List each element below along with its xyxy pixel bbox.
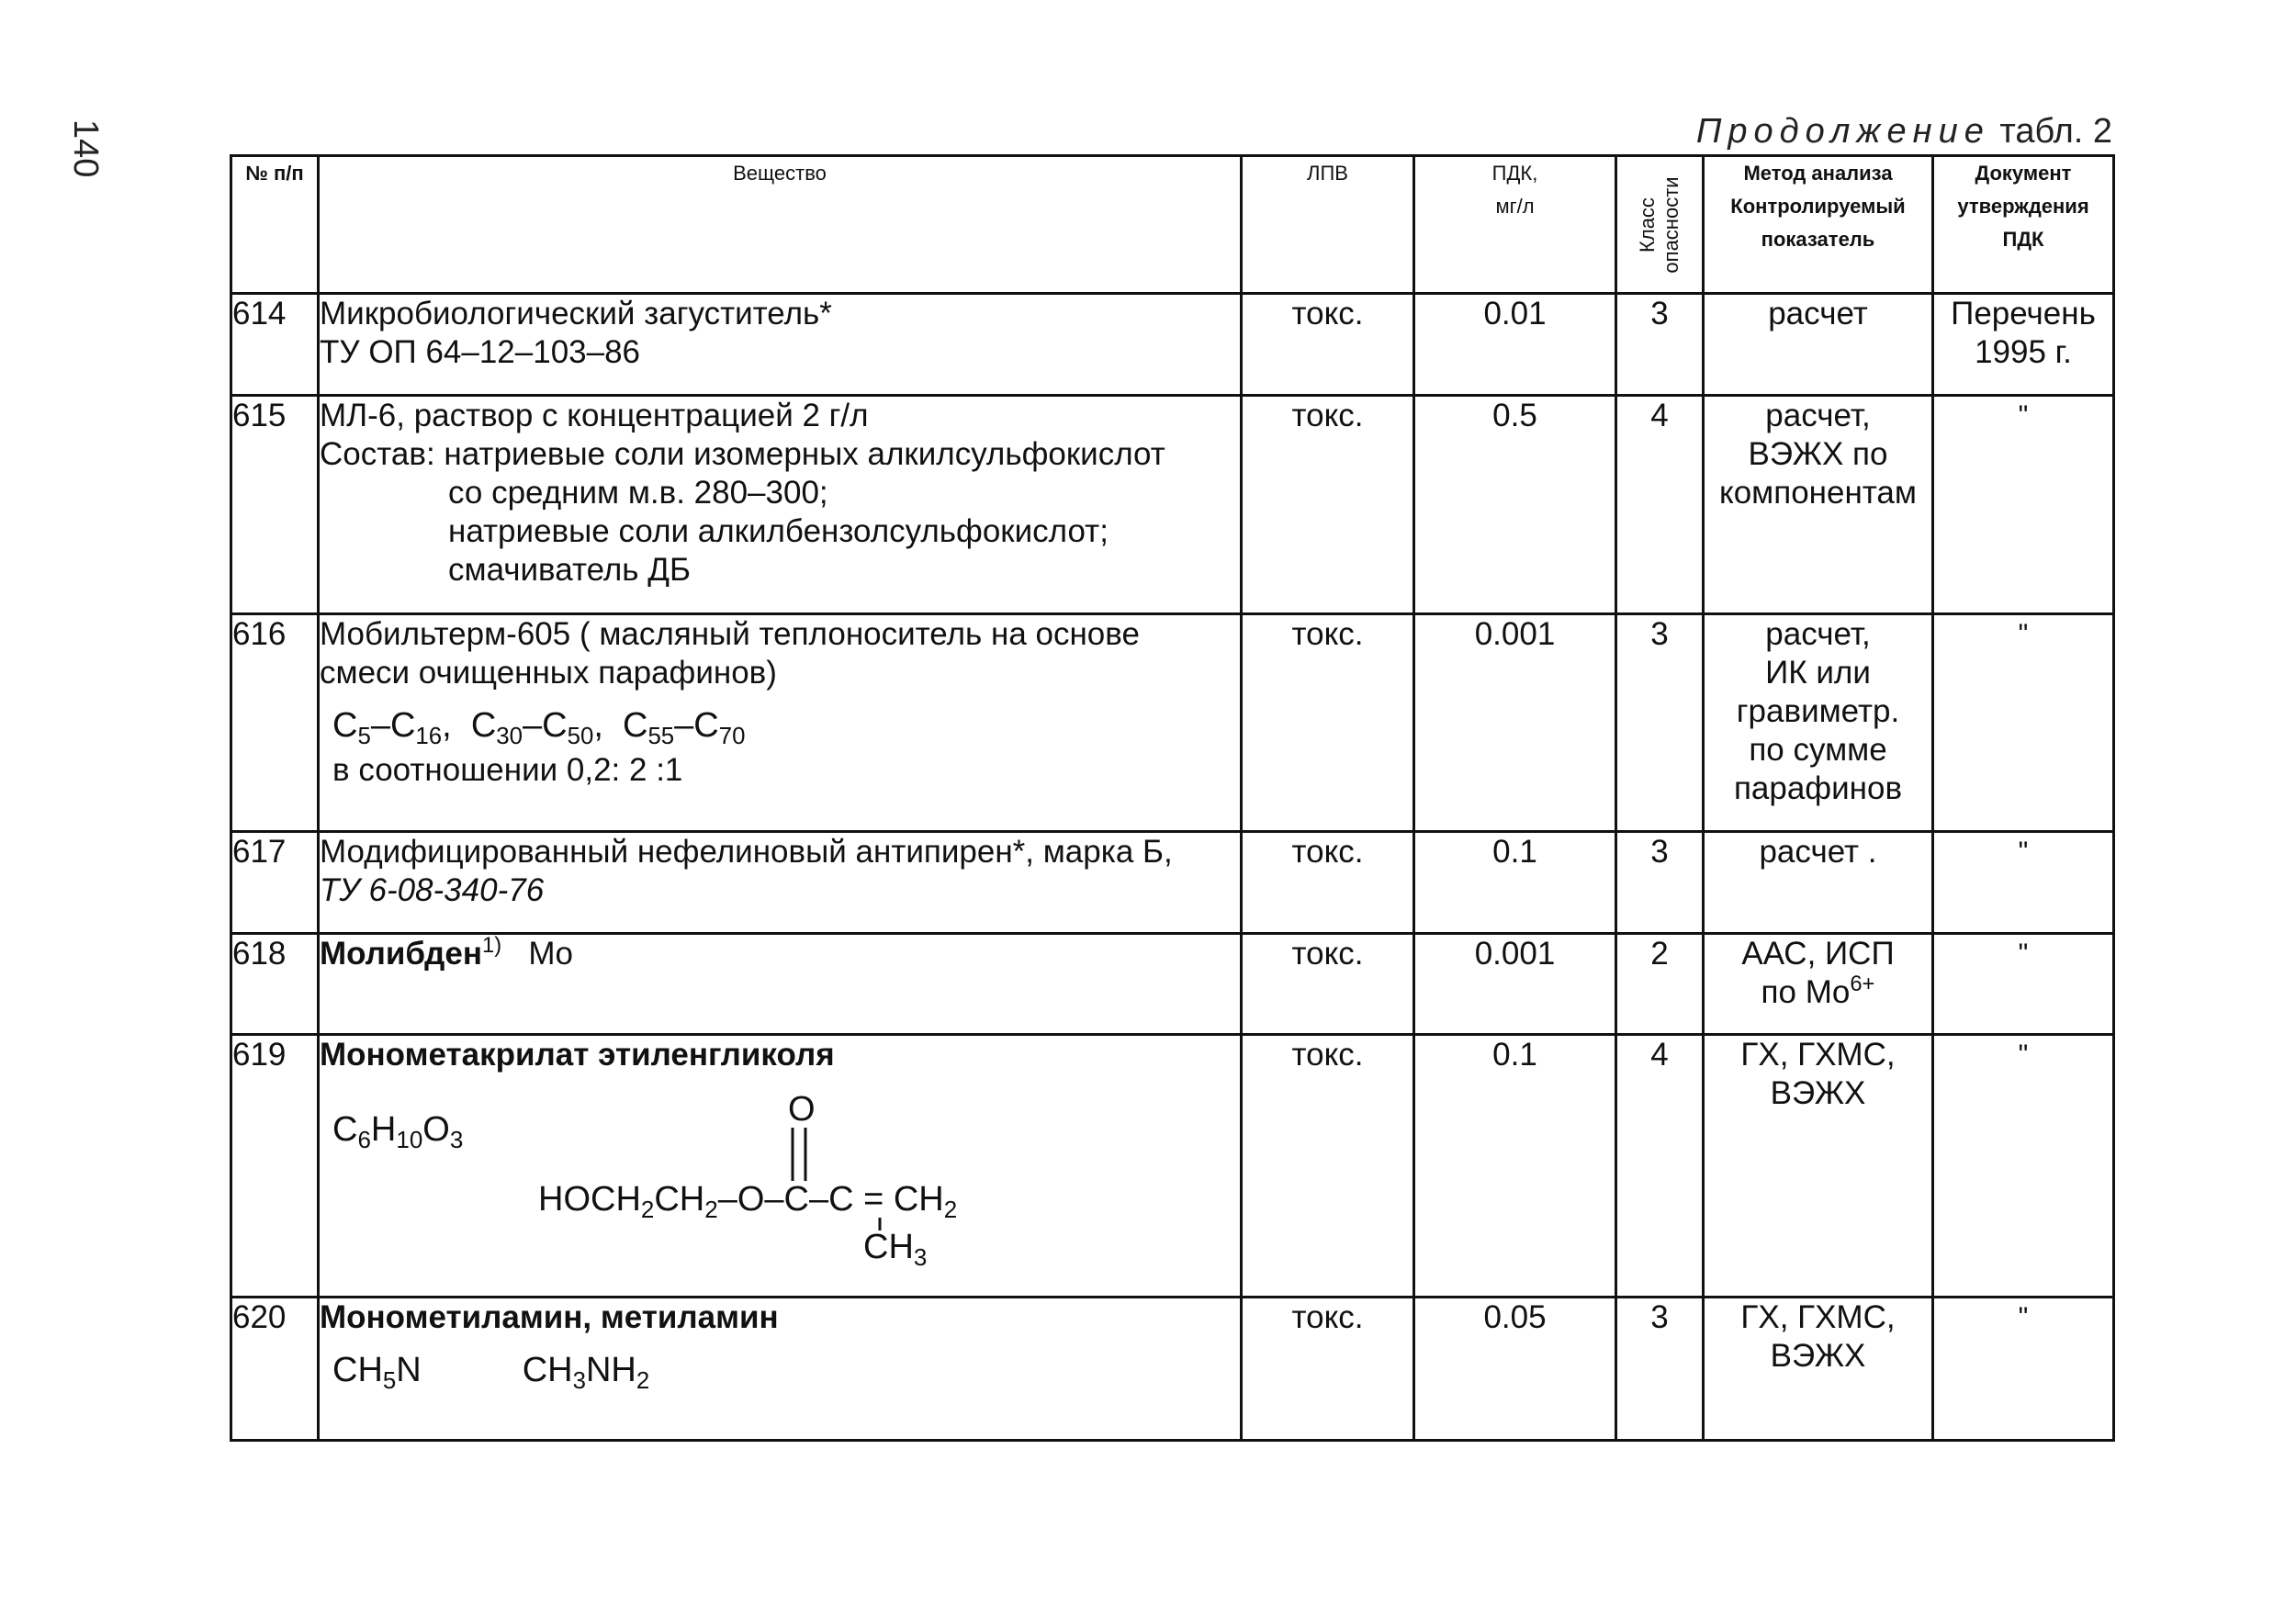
table-row (231, 1035, 2114, 1298)
header-pdk (1414, 156, 1616, 294)
header-doc-line1: Документ (1975, 162, 2072, 185)
substance-cell (319, 294, 1242, 396)
method-cell (1704, 934, 1933, 1035)
molecular-formula: $C_6H_{10}O_3$ (332, 1110, 464, 1153)
method-line: ВЭЖХ (1770, 1075, 1866, 1111)
method-line: ГХ, ГХМС, (1740, 1299, 1896, 1335)
structural-formula (320, 1084, 1240, 1267)
method-line: расчет, (1765, 398, 1871, 433)
substance-name: Модифицированный нефелиновый антипирен*, марка Б, (320, 834, 1173, 870)
ditto-mark: " (1933, 832, 2114, 934)
amine-formulas: $CH_5N$ $CH_3NH_2$ (332, 1351, 650, 1394)
hazard-cell: 3 (1616, 614, 1704, 832)
footnote-mark: 1) (481, 932, 502, 958)
ditto-mark: " (1933, 1298, 2114, 1441)
pdk-cell: 0.01 (1414, 294, 1616, 396)
hazard-cell: 2 (1616, 934, 1704, 1035)
method-line: ААС, ИСП (1741, 936, 1895, 972)
method-line: ГХ, ГХМС, (1740, 1037, 1896, 1073)
table-row (231, 294, 2114, 396)
substance-name-cont: смеси очищенных парафинов) (320, 655, 777, 691)
lpv-cell: токс. (1242, 294, 1414, 396)
header-pdk-line2: мг/л (1495, 195, 1535, 218)
element-symbol: Mo (528, 936, 573, 972)
table-row (231, 1298, 2114, 1441)
caption-continuation: Продолжение (1695, 112, 1990, 151)
substance-cell (319, 1035, 1242, 1298)
method-cell (1704, 614, 1933, 832)
lpv-cell: токс. (1242, 614, 1414, 832)
ditto-mark: " (1933, 1035, 2114, 1298)
method-cell: расчет . (1704, 832, 1933, 934)
header-lpv: ЛПВ (1242, 156, 1414, 294)
row-number: 614 (231, 294, 319, 396)
method-line: ВЭЖХ по (1748, 436, 1888, 472)
pdk-cell: 0.001 (1414, 614, 1616, 832)
header-method-line3: показатель (1761, 228, 1875, 251)
methyl-group: $CH_3$ (863, 1228, 928, 1267)
header-doc-line2: утверждения (1957, 195, 2089, 218)
table-row (231, 934, 2114, 1035)
header-num: № п/п (231, 156, 319, 294)
substance-name: Мобильтерм-605 ( масляный теплоноситель на основе (320, 616, 1140, 652)
lpv-cell: токс. (1242, 1298, 1414, 1441)
method-cell (1704, 1035, 1933, 1298)
method-line: гравиметр. (1736, 693, 1900, 729)
method-line (1705, 973, 1931, 1012)
header-method-line2: Контролируемый (1730, 195, 1906, 218)
ditto-mark: " (1933, 614, 2114, 832)
paraffin-fractions-formula: $C_5-C_{16}$, $C_{30}-C_{50}$, $C_{55}-C_{70}$ (332, 706, 746, 749)
pdk-cell: 0.001 (1414, 934, 1616, 1035)
row-number: 618 (231, 934, 319, 1035)
row-number: 620 (231, 1298, 319, 1441)
document-line1: Перечень (1951, 296, 2096, 331)
header-doc-line3: ПДК (2002, 228, 2044, 251)
composition-line: со средним м.в. 280–300; (448, 475, 828, 511)
substance-spec: ТУ 6-08-340-76 (320, 872, 545, 908)
table-row (231, 614, 2114, 832)
row-number: 617 (231, 832, 319, 934)
header-document (1933, 156, 2114, 294)
hazard-cell: 4 (1616, 396, 1704, 614)
document-cell (1933, 294, 2114, 396)
caption-table-ref: табл. 2 (1999, 112, 2112, 151)
substance-cell (319, 1298, 1242, 1441)
ditto-mark: " (1933, 396, 2114, 614)
composition-line: смачиватель ДБ (448, 552, 691, 588)
structure-chain: $HOCH_2CH_2-O-C-C = CH_2$ (538, 1180, 958, 1223)
substance-name: Микробиологический загуститель* (320, 296, 832, 331)
methacrylate-structure (320, 1084, 1054, 1267)
substance-cell (319, 934, 1242, 1035)
pdk-cell: 0.05 (1414, 1298, 1616, 1441)
substance-cell (319, 614, 1242, 832)
ditto-mark: " (1933, 934, 2114, 1035)
method-cell (1704, 1298, 1933, 1441)
method-cell (1704, 396, 1933, 614)
substance-cell (319, 832, 1242, 934)
hazard-cell: 3 (1616, 1298, 1704, 1441)
lpv-cell: токс. (1242, 1035, 1414, 1298)
method-line: ВЭЖХ (1770, 1338, 1866, 1374)
document-line2: 1995 г. (1975, 334, 2072, 370)
header-hazard-line1: Класс (1636, 197, 1659, 253)
method-line: ИК или (1765, 655, 1871, 691)
lpv-cell: токс. (1242, 934, 1414, 1035)
header-hazard-line2: опасности (1660, 175, 1683, 274)
hazard-cell: 4 (1616, 1035, 1704, 1298)
method-cell: расчет (1704, 294, 1933, 396)
method-text: по Mo (1761, 974, 1851, 1010)
header-hazard-class (1616, 156, 1704, 294)
substance-cell (319, 396, 1242, 614)
hazard-cell: 3 (1616, 294, 1704, 396)
substance-name: МЛ-6, раствор с концентрацией 2 г/л (320, 398, 869, 433)
row-number: 615 (231, 396, 319, 614)
pdk-cell: 0.1 (1414, 832, 1616, 934)
header-substance: Вещество (319, 156, 1242, 294)
substance-name: Монометиламин, метиламин (320, 1299, 779, 1335)
header-pdk-line1: ПДК, (1491, 162, 1538, 185)
hazard-cell: 3 (1616, 832, 1704, 934)
lpv-cell: токс. (1242, 396, 1414, 614)
pdk-cell: 0.5 (1414, 396, 1616, 614)
method-line: расчет, (1765, 616, 1871, 652)
lpv-cell: токс. (1242, 832, 1414, 934)
substance-name: Монометакрилат этиленгликоля (320, 1037, 835, 1073)
header-method-line1: Метод анализа (1743, 162, 1893, 185)
method-line: по сумме (1749, 732, 1887, 768)
row-number: 619 (231, 1035, 319, 1298)
page-number: 140 (66, 119, 105, 178)
ion-charge: 6+ (1850, 971, 1875, 996)
table-header-row (231, 156, 2114, 294)
header-method (1704, 156, 1933, 294)
composition-line: натриевые соли алкилбензолсульфокислот; (448, 513, 1109, 549)
method-line: компонентам (1719, 475, 1917, 511)
substance-name: Молибден (320, 936, 482, 972)
ratio-text: в соотношении 0,2: 2 :1 (332, 752, 683, 788)
substance-spec: ТУ ОП 64–12–103–86 (320, 334, 641, 370)
carbonyl-oxygen: O (788, 1090, 816, 1129)
substances-table (230, 154, 2115, 1442)
table-caption (1635, 108, 2112, 154)
table-row (231, 832, 2114, 934)
composition-line: Состав: натриевые соли изомерных алкилсульфокислот (320, 436, 1165, 472)
table-row (231, 396, 2114, 614)
pdk-cell: 0.1 (1414, 1035, 1616, 1298)
method-line: парафинов (1733, 770, 1903, 806)
row-number: 616 (231, 614, 319, 832)
